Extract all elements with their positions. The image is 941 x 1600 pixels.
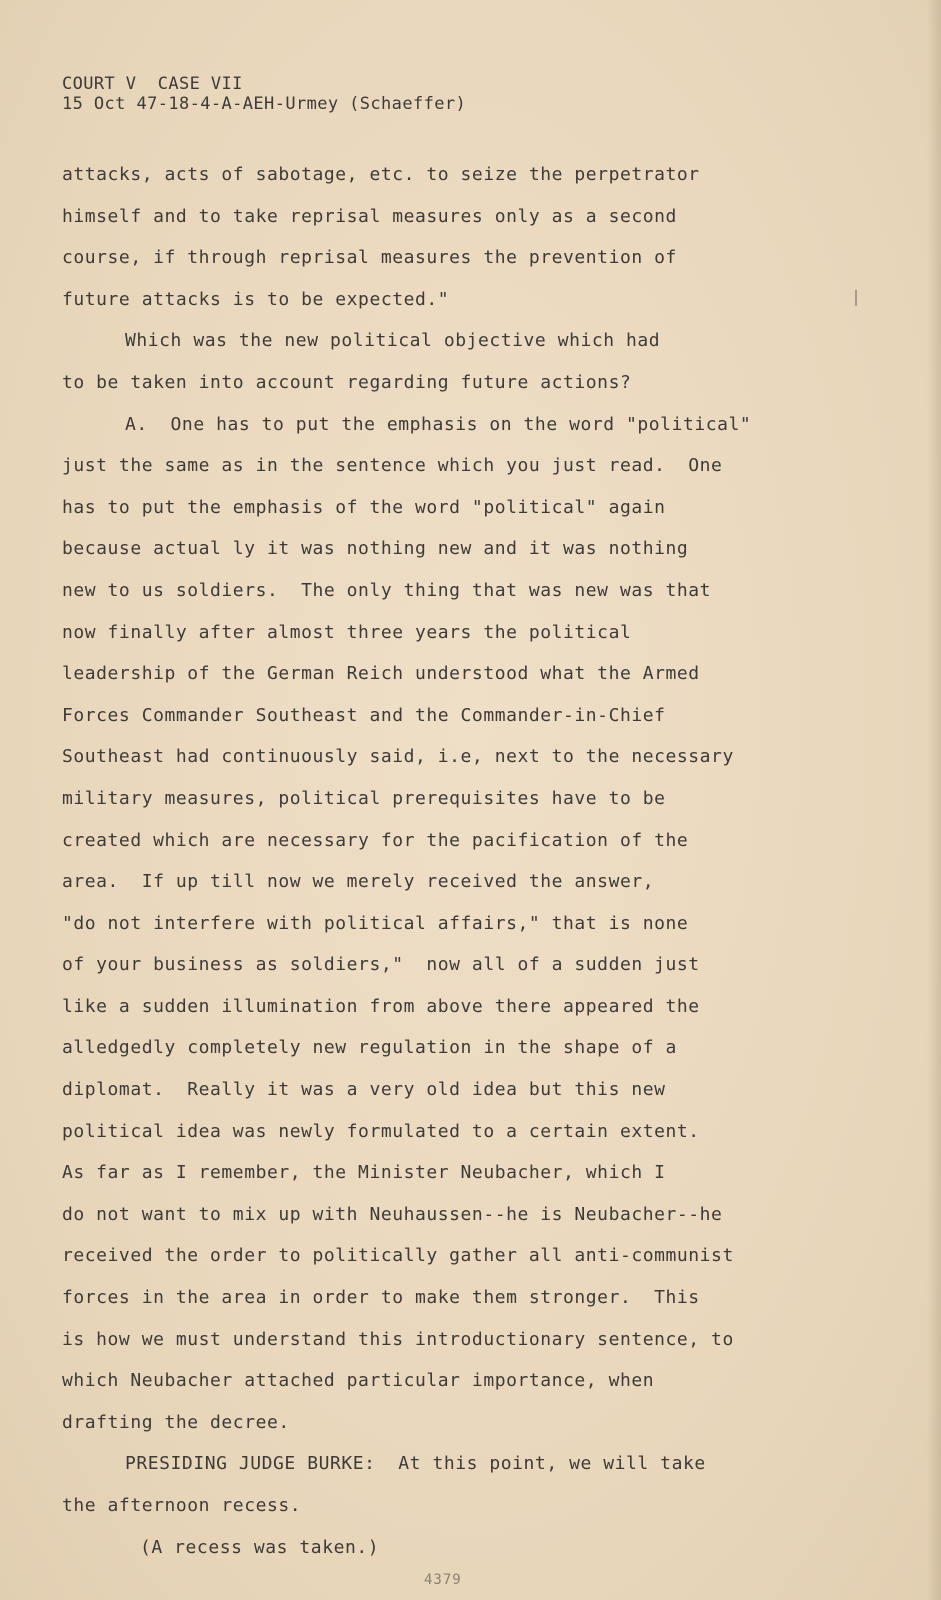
answer-line: has to put the emphasis of the word "political" again <box>62 496 666 518</box>
answer-line: military measures, political prerequisites have to be <box>62 787 666 809</box>
page-edge-shadow <box>927 0 941 1600</box>
answer-line: Forces Commander Southeast and the Commander-in-Chief <box>62 704 666 726</box>
judge-statement-line: the afternoon recess. <box>62 1495 302 1516</box>
answer-line: is how we must understand this introductionary sentence, to <box>62 1328 734 1350</box>
answer-line: A. One has to put the emphasis on the word "political" <box>125 413 752 435</box>
question-line: Which was the new political objective which had <box>125 330 661 352</box>
recess-note: (A recess was taken.) <box>140 1536 380 1558</box>
header-court-case: COURT V CASE VII <box>62 74 243 94</box>
answer-line: forces in the area in order to make them stronger. This <box>62 1287 700 1309</box>
answer-line: created which are necessary for the pacification of the <box>62 829 689 851</box>
answer-line: do not want to mix up with Neuhaussen--he is Neubacher--he <box>62 1203 723 1225</box>
answer-line: "do not interfere with political affairs," that is none <box>62 912 689 934</box>
answer-line: just the same as in the sentence which you just read. One <box>62 455 723 477</box>
answer-line: of your business as soldiers," now all of a sudden just <box>62 954 700 976</box>
answer-line: like a sudden illumination from above there appeared the <box>62 995 700 1017</box>
answer-line: Southeast had continuously said, i.e, next to the necessary <box>62 746 734 768</box>
transcript-body <box>62 154 892 1568</box>
answer-line: political idea was newly formulated to a certain extent. <box>62 1120 700 1142</box>
page-number: 4379 <box>424 1572 462 1588</box>
answer-line: now finally after almost three years the political <box>62 621 632 643</box>
answer-line: new to us soldiers. The only thing that was new was that <box>62 579 712 601</box>
transcript-line: course, if through reprisal measures the prevention of <box>62 247 677 269</box>
answer-line: drafting the decree. <box>62 1411 290 1433</box>
question-line: to be taken into account regarding future actions? <box>62 371 632 393</box>
answer-line: because actual ly it was nothing new and it was nothing <box>62 538 689 560</box>
transcript-line: himself and to take reprisal measures only as a second <box>62 205 677 227</box>
answer-line: received the order to politically gather all anti-communist <box>62 1245 734 1267</box>
judge-statement-line: PRESIDING JUDGE BURKE: At this point, we will take <box>125 1453 706 1475</box>
answer-line: diplomat. Really it was a very old idea but this new <box>62 1079 666 1101</box>
answer-line: which Neubacher attached particular importance, when <box>62 1370 655 1392</box>
header-date-reference: 15 Oct 47-18-4-A-AEH-Urmey (Schaeffer) <box>62 94 467 114</box>
transcript-line: future attacks is to be expected." <box>62 288 450 310</box>
transcript-line: attacks, acts of sabotage, etc. to seize the perpetrator <box>62 164 700 185</box>
answer-line: area. If up till now we merely received the answer, <box>62 871 655 893</box>
answer-line: alledgedly completely new regulation in the shape of a <box>62 1037 677 1059</box>
answer-line: leadership of the German Reich understood what the Armed <box>62 663 700 685</box>
answer-line: As far as I remember, the Minister Neubacher, which I <box>62 1162 666 1184</box>
document-header <box>62 74 466 114</box>
